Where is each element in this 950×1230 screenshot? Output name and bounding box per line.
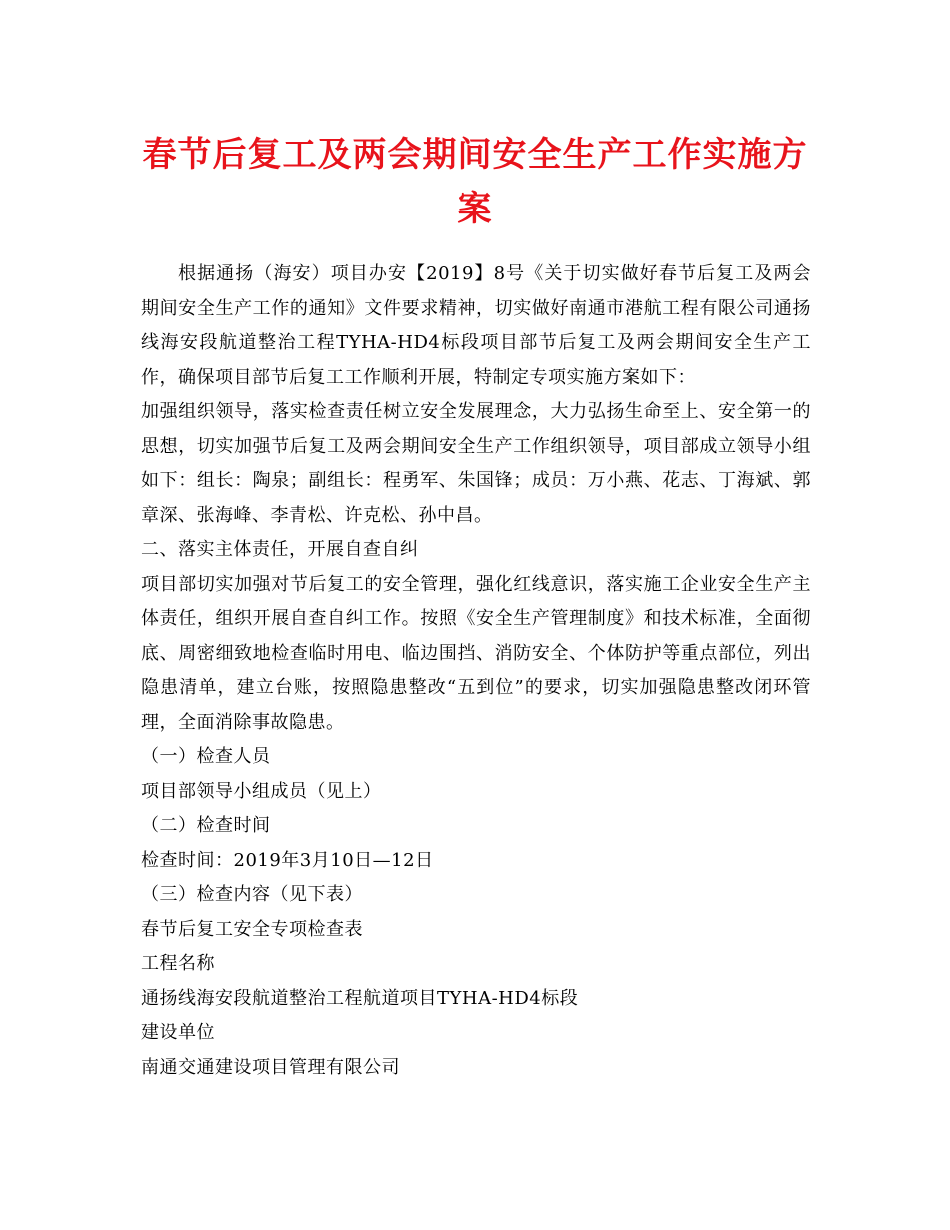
construction-unit-value: 南通交通建设项目管理有限公司 [141, 1056, 400, 1078]
subsection-heading-content: （三）检查内容（见下表） [141, 884, 363, 905]
document-title: 春节后复工及两会期间安全生产工作实施方案 [142, 135, 808, 229]
responsibility-paragraph: 项目部切实加强对节后复工的安全管理，强化红线意识，落实施工企业安全生产主体责任，组织开展自查自纠工作。按照《安全生产管理制度》和技术标准，全面彻底、周密细致地检查临时用电、临边围挡、消防安全、个体防护等重点部位，列出隐患清单，建立台账，按照隐患整改“五到位”的要求，切实加强隐患整改闭环管理，全面消除事故隐患。 [141, 573, 811, 733]
project-name-value: 通扬线海安段航道整治工程航道项目TYHA-HD4标段 [141, 987, 579, 1009]
document-body [141, 257, 811, 1085]
subsection-heading-inspectors: （一）检查人员 [141, 746, 271, 767]
subsection-heading-time: （二）检查时间 [141, 815, 271, 836]
inspection-time-text: 检查时间：2019年3月10日—12日 [141, 849, 434, 871]
organization-paragraph: 加强组织领导，落实检查责任树立安全发展理念，大力弘扬生命至上、安全第一的思想，切实加强节后复工及两会期间安全生产工作组织领导，项目部成立领导小组如下：组长：陶泉；副组长：程勇军、朱国锋；成员：万小燕、花志、丁海斌、郭章深、张海峰、李青松、许克松、孙中昌。 [141, 401, 811, 526]
construction-unit-label: 建设单位 [141, 1022, 215, 1043]
inspectors-text: 项目部领导小组成员（见上） [141, 780, 382, 802]
project-name-label: 工程名称 [141, 953, 215, 974]
section-heading: 二、落实主体责任，开展自查自纠 [141, 539, 419, 560]
intro-paragraph: 根据通扬（海安）项目办安【2019】8号《关于切实做好春节后复工及两会期间安全生产工作的通知》文件要求精神，切实做好南通市港航工程有限公司通扬线海安段航道整治工程TYHA-HD4标段项目部节后复工及两会期间安全生产工作，确保项目部节后复工工作顺利开展，特制定专项实施方案如下： [141, 263, 811, 388]
checklist-title: 春节后复工安全专项检查表 [141, 918, 363, 940]
